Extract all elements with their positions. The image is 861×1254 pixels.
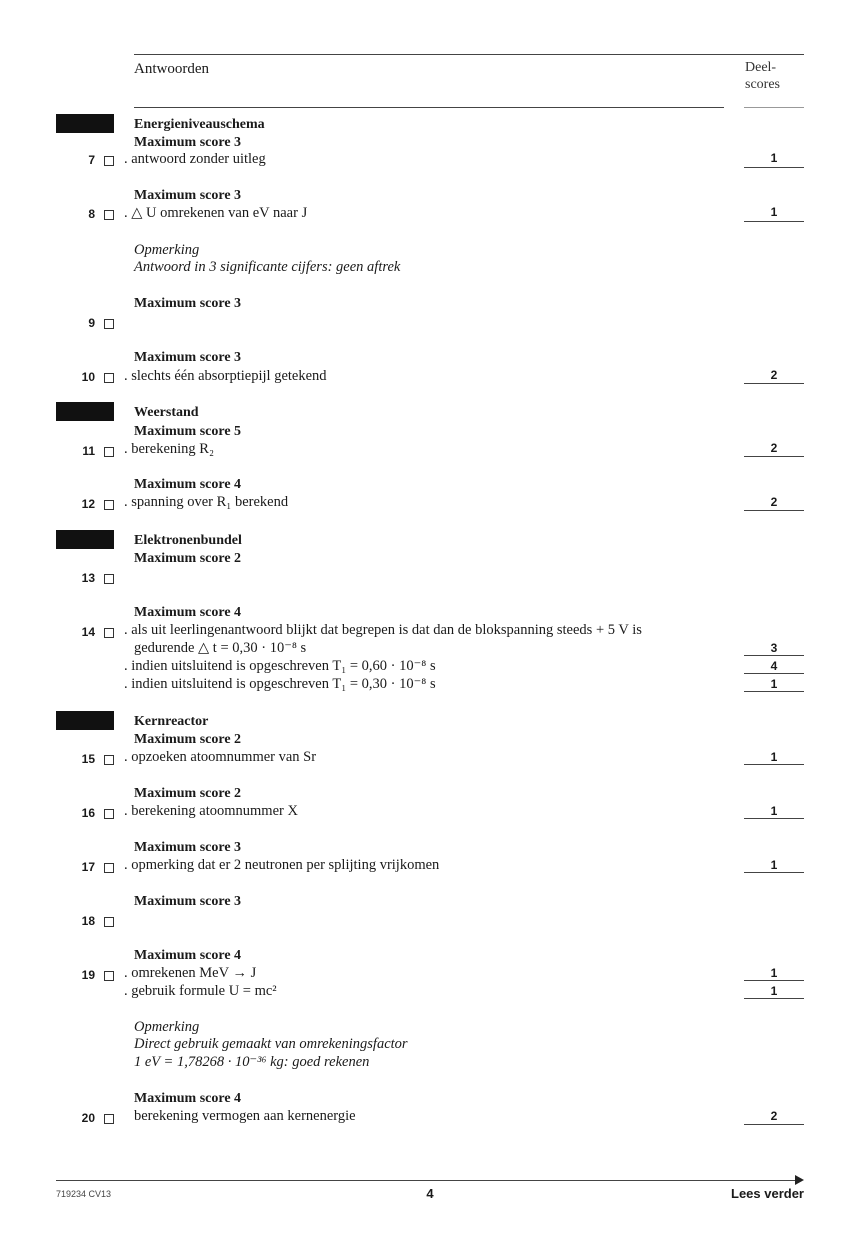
score-line <box>744 383 804 384</box>
score-line <box>744 655 804 656</box>
question-checkbox[interactable] <box>104 500 114 510</box>
partial-score: 4 <box>770 659 778 673</box>
max-score: Maximum score 2 <box>134 551 242 566</box>
max-score: Maximum score 3 <box>134 188 242 203</box>
question-checkbox[interactable] <box>104 447 114 457</box>
score-line <box>744 998 804 999</box>
page-number: 4 <box>426 1186 434 1201</box>
note-text: 1 eV = 1,78268 · 10⁻³⁶ kg: goed rekenen <box>134 1054 370 1070</box>
question-checkbox[interactable] <box>104 863 114 873</box>
question-checkbox[interactable] <box>104 1114 114 1124</box>
criterion: . spanning over R₁ berekend <box>124 494 289 510</box>
header-partial-scores-line2: scores <box>745 77 780 92</box>
partial-score: 1 <box>770 750 778 764</box>
question-checkbox[interactable] <box>104 755 114 765</box>
criterion: . als uit leerlingenantwoord blijkt dat begrepen is dat dan de blokspanning steeds + 5 V is <box>124 622 642 638</box>
question-checkbox[interactable] <box>104 574 114 584</box>
question-number: 9 <box>88 316 95 330</box>
max-score: Maximum score 4 <box>134 477 242 492</box>
score-line <box>744 980 804 981</box>
question-number: 14 <box>81 625 95 639</box>
section-title: Energieniveauschema <box>134 117 265 132</box>
section-marker <box>56 530 114 549</box>
section-title: Weerstand <box>134 405 199 420</box>
partial-score: 2 <box>770 368 778 382</box>
note-title: Opmerking <box>134 1019 200 1035</box>
partial-score: 1 <box>770 151 778 165</box>
question-checkbox[interactable] <box>104 971 114 981</box>
question-number: 17 <box>81 860 95 874</box>
max-score: Maximum score 4 <box>134 605 242 620</box>
max-score: Maximum score 5 <box>134 424 242 439</box>
section-marker <box>56 114 114 133</box>
partial-score: 2 <box>770 495 778 509</box>
criterion: . berekening atoomnummer X <box>124 803 298 819</box>
question-number: 12 <box>81 497 95 511</box>
max-score: Maximum score 2 <box>134 786 242 801</box>
question-checkbox[interactable] <box>104 373 114 383</box>
criterion: . antwoord zonder uitleg <box>124 151 266 167</box>
criterion: . indien uitsluitend is opgeschreven T₁ = 0,60 · 10⁻⁸ s <box>124 658 436 674</box>
document-code: 719234 CV13 <box>56 1189 112 1199</box>
question-number: 15 <box>81 752 95 766</box>
max-score: Maximum score 3 <box>134 296 242 311</box>
criterion: . opmerking dat er 2 neutronen per splijting vrijkomen <box>124 857 440 873</box>
question-checkbox[interactable] <box>104 917 114 927</box>
max-score: Maximum score 3 <box>134 135 242 150</box>
note-title: Opmerking <box>134 242 200 258</box>
score-line <box>744 673 804 674</box>
header-answers: Antwoorden <box>134 61 209 77</box>
max-score: Maximum score 3 <box>134 840 242 855</box>
score-line <box>744 510 804 511</box>
question-number: 16 <box>81 806 95 820</box>
partial-score: 1 <box>770 804 778 818</box>
score-line <box>744 456 804 457</box>
score-line <box>744 221 804 222</box>
score-line <box>744 818 804 819</box>
top-rule <box>134 54 804 55</box>
score-line <box>744 691 804 692</box>
section-title: Kernreactor <box>134 714 209 729</box>
question-number: 20 <box>81 1111 95 1125</box>
note-text: Antwoord in 3 significante cijfers: geen aftrek <box>134 259 401 275</box>
criterion: berekening vermogen aan kernenergie <box>134 1108 356 1124</box>
partial-score: 1 <box>770 984 778 998</box>
question-checkbox[interactable] <box>104 809 114 819</box>
max-score: Maximum score 4 <box>134 1091 242 1106</box>
question-checkbox[interactable] <box>104 628 114 638</box>
partial-score: 1 <box>770 858 778 872</box>
continue-label: Lees verder <box>731 1186 804 1201</box>
score-line <box>744 872 804 873</box>
max-score: Maximum score 2 <box>134 732 242 747</box>
criterion: . indien uitsluitend is opgeschreven T₁ = 0,30 · 10⁻⁸ s <box>124 676 436 692</box>
section-marker <box>56 402 114 421</box>
partial-score: 1 <box>770 966 778 980</box>
score-line <box>744 764 804 765</box>
criterion: . △ U omrekenen van eV naar J <box>124 205 308 221</box>
criterion: . berekening R₂ <box>124 441 215 457</box>
header-partial-scores <box>745 59 780 93</box>
question-number: 11 <box>82 444 95 458</box>
section-marker <box>56 711 114 730</box>
max-score: Maximum score 3 <box>134 350 242 365</box>
question-number: 13 <box>81 571 95 585</box>
partial-score: 2 <box>770 441 778 455</box>
question-checkbox[interactable] <box>104 156 114 166</box>
criterion: . gebruik formule U = mc² <box>124 983 277 999</box>
question-number: 8 <box>88 207 95 221</box>
section-title: Elektronenbundel <box>134 533 242 548</box>
partial-score: 2 <box>770 1109 778 1123</box>
question-checkbox[interactable] <box>104 319 114 329</box>
criterion: . omrekenen MeV → J <box>124 965 257 981</box>
footer-rule <box>56 1180 798 1181</box>
continue-arrow-icon <box>795 1175 804 1185</box>
question-checkbox[interactable] <box>104 210 114 220</box>
partial-score: 1 <box>770 677 778 691</box>
question-number: 18 <box>81 914 95 928</box>
note-text: Direct gebruik gemaakt van omrekeningsfactor <box>134 1036 408 1052</box>
partial-score: 3 <box>770 641 778 655</box>
header-partial-scores-line1: Deel- <box>745 60 777 75</box>
question-number: 10 <box>81 370 95 384</box>
header-score-rule <box>744 107 804 108</box>
partial-score: 1 <box>770 205 778 219</box>
criterion-continuation: gedurende △ t = 0,30 · 10⁻⁸ s <box>134 640 307 656</box>
score-line <box>744 1124 804 1125</box>
header-rule <box>134 107 724 108</box>
max-score: Maximum score 3 <box>134 894 242 909</box>
question-number: 19 <box>81 968 95 982</box>
criterion: . slechts één absorptiepijl getekend <box>124 368 327 384</box>
max-score: Maximum score 4 <box>134 948 242 963</box>
score-line <box>744 167 804 168</box>
criterion: . opzoeken atoomnummer van Sr <box>124 749 317 765</box>
question-number: 7 <box>88 153 95 167</box>
